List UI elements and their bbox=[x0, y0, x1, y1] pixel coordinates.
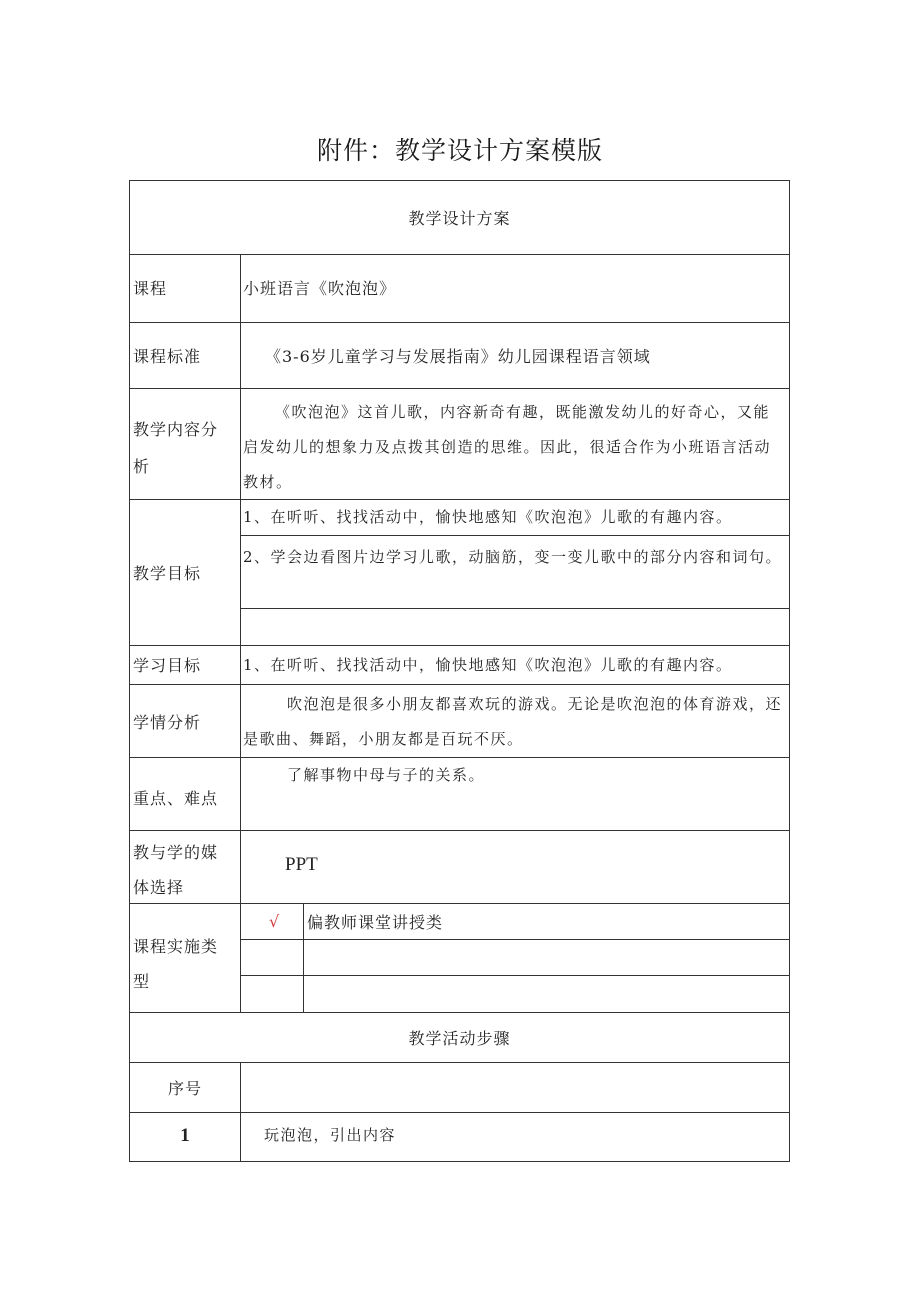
learning-goals-label-cell bbox=[129, 645, 241, 685]
implementation-option-1-text: 偏教师课堂讲授类 bbox=[307, 913, 444, 932]
implementation-option-2-mark-cell bbox=[240, 939, 304, 976]
steps-number-header: 序号 bbox=[167, 1079, 202, 1098]
key-points-label-cell bbox=[129, 757, 241, 831]
step-1-content-cell bbox=[240, 1112, 790, 1162]
implementation-option-3-mark-cell bbox=[240, 975, 304, 1013]
checkmark-icon: √ bbox=[269, 912, 280, 931]
media-label-line2: 体选择 bbox=[133, 878, 185, 897]
step-1-content: 玩泡泡，引出内容 bbox=[264, 1126, 397, 1144]
course-value-cell bbox=[240, 254, 790, 323]
course-label: 课程 bbox=[133, 279, 168, 298]
implementation-type-label-line1: 课程实施类 bbox=[133, 937, 219, 956]
teaching-goals-label: 教学目标 bbox=[133, 564, 202, 583]
teaching-goal-2: 2、学会边看图片边学习儿歌，动脑筋，变一变儿歌中的部分内容和词句。 bbox=[243, 548, 783, 566]
content-analysis-line2: 启发幼儿的想象力及点拨其创造的思维。因此，很适合作为小班语言活动 bbox=[243, 438, 772, 456]
implementation-option-2-text-cell bbox=[303, 939, 790, 976]
table-header-cell bbox=[129, 180, 790, 255]
step-1-number: 1 bbox=[180, 1125, 190, 1146]
teaching-goal-1: 1、在听听、找找活动中，愉快地感知《吹泡泡》儿歌的有趣内容。 bbox=[243, 508, 733, 526]
media-value: PPT bbox=[285, 854, 318, 875]
media-label-line1: 教与学的媒 bbox=[133, 843, 219, 862]
course-value: 小班语言《吹泡泡》 bbox=[243, 279, 397, 298]
implementation-option-3-text-cell bbox=[303, 975, 790, 1013]
learner-analysis-line1: 吹泡泡是很多小朋友都喜欢玩的游戏。无论是吹泡泡的体育游戏，还 bbox=[287, 695, 783, 713]
table-header: 教学设计方案 bbox=[408, 209, 511, 228]
key-points-value-cell bbox=[240, 757, 790, 831]
steps-content-header-cell bbox=[240, 1062, 790, 1113]
content-analysis-line3: 教材。 bbox=[243, 473, 293, 491]
content-analysis-label-cell bbox=[129, 388, 241, 500]
standard-value-cell bbox=[240, 322, 790, 389]
content-analysis-line1: 《吹泡泡》这首儿歌，内容新奇有趣，既能激发幼儿的好奇心，又能 bbox=[275, 403, 771, 421]
implementation-type-label-cell bbox=[129, 903, 241, 1013]
media-label-cell bbox=[129, 830, 241, 904]
media-value-cell bbox=[240, 830, 790, 904]
content-analysis-label-line2: 析 bbox=[133, 457, 151, 476]
standard-label-cell bbox=[129, 322, 241, 389]
learner-analysis-label: 学情分析 bbox=[133, 713, 202, 732]
course-label-cell bbox=[129, 254, 241, 323]
learning-goals-value: 1、在听听、找找活动中，愉快地感知《吹泡泡》儿歌的有趣内容。 bbox=[243, 656, 733, 674]
implementation-type-label-line2: 型 bbox=[133, 972, 151, 991]
teaching-goal-2-cell bbox=[240, 535, 790, 609]
content-analysis-label-line1: 教学内容分 bbox=[133, 420, 219, 439]
steps-header-cell bbox=[129, 1012, 790, 1063]
teaching-goal-1-cell bbox=[240, 499, 790, 536]
key-points-value: 了解事物中母与子的关系。 bbox=[287, 766, 486, 784]
implementation-option-1-text-cell bbox=[303, 903, 790, 940]
key-points-label: 重点、难点 bbox=[133, 789, 219, 808]
steps-header: 教学活动步骤 bbox=[408, 1029, 511, 1048]
learner-analysis-line2: 是歌曲、舞蹈，小朋友都是百玩不厌。 bbox=[243, 730, 524, 748]
content-analysis-value-cell bbox=[240, 388, 790, 500]
page-title: 附件：教学设计方案模版 bbox=[316, 136, 603, 165]
learner-analysis-value-cell bbox=[240, 684, 790, 758]
steps-number-header-cell bbox=[129, 1062, 241, 1113]
teaching-goal-4-cell bbox=[240, 608, 790, 646]
lesson-plan-table bbox=[129, 180, 790, 1162]
teaching-goals-label-cell bbox=[129, 499, 241, 646]
standard-value: 《3-6岁儿童学习与发展指南》幼儿园课程语言领域 bbox=[265, 347, 651, 366]
step-1-number-cell bbox=[129, 1112, 241, 1162]
learner-analysis-label-cell bbox=[129, 684, 241, 758]
implementation-option-1-mark-cell bbox=[240, 903, 304, 940]
standard-label: 课程标准 bbox=[133, 347, 202, 366]
learning-goals-label: 学习目标 bbox=[133, 656, 202, 675]
learning-goals-value-cell bbox=[240, 645, 790, 685]
